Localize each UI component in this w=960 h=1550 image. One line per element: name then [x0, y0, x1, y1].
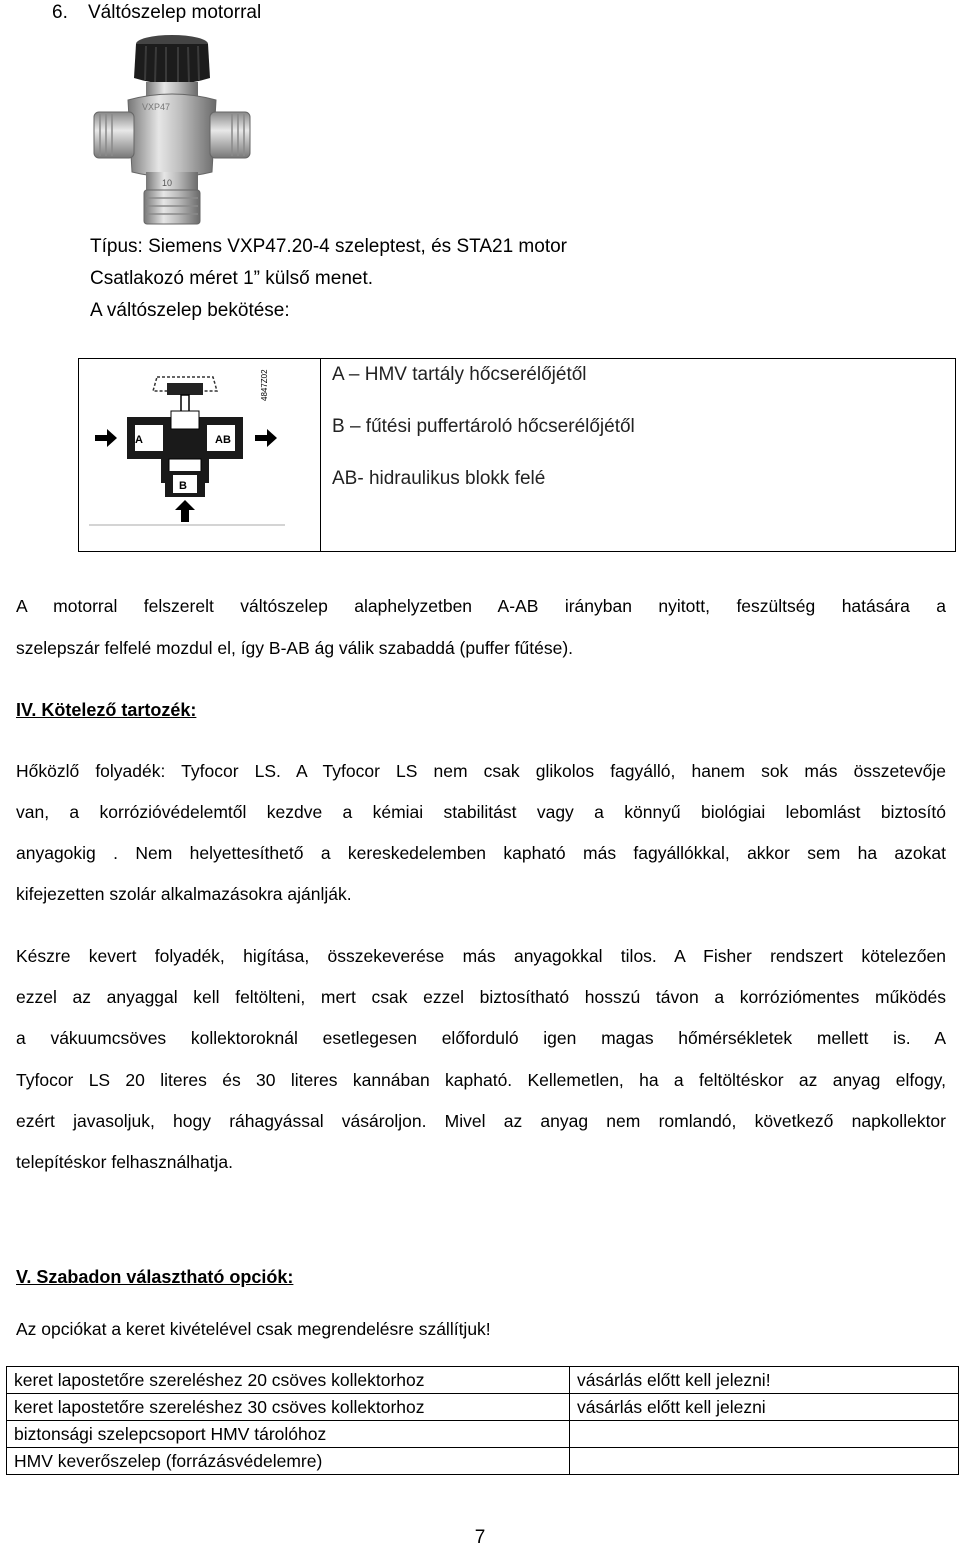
- section-4-p1-line: anyagokig . Nem helyettesíthető a kereskedelemben kapható más fagyállókkal, akkor sem ha azokat: [16, 843, 946, 863]
- arrow-in-b-icon: [175, 500, 195, 522]
- section-4-heading: IV. Kötelező tartozék:: [16, 700, 197, 720]
- option-note: vásárlás előtt kell jelezni: [570, 1394, 959, 1421]
- table-row: [7, 1421, 959, 1448]
- svg-text:VXP47: VXP47: [142, 102, 171, 112]
- option-item: keret lapostetőre szereléshez 20 csöves kollektorhoz: [7, 1367, 570, 1394]
- diagram-divider: [320, 359, 321, 551]
- section-6-title: Váltószelep motorral: [88, 2, 262, 23]
- valve-photo: [90, 32, 258, 228]
- option-item: keret lapostetőre szereléshez 30 csöves kollektorhoz: [7, 1394, 570, 1421]
- option-note: vásárlás előtt kell jelezni!: [570, 1367, 959, 1394]
- options-table: [6, 1366, 959, 1475]
- section-4-p2-line: Készre kevert folyadék, higítása, összekeverése más anyagokkal tilos. A Fisher rendszert kötelezően: [16, 946, 946, 966]
- section-6-number: 6.: [52, 2, 68, 23]
- table-row: [7, 1367, 959, 1394]
- port-ab-label: AB: [215, 434, 231, 446]
- section-4-p2-line: Tyfocor LS 20 literes és 30 literes kannában kapható. Kellemetlen, ha a feltöltéskor az anyag elfogy,: [16, 1070, 946, 1090]
- legend-a: A – HMV tartály hőcserélőjétől: [332, 364, 587, 385]
- section-5-heading: V. Szabadon választható opciók:: [16, 1267, 294, 1287]
- section-4-p1-line: kifejezetten szolár alkalmazásokra ajánlják.: [16, 884, 352, 904]
- section-5-intro: Az opciókat a keret kivételével csak megrendelésre szállítjuk!: [16, 1319, 491, 1339]
- port-a-label: A: [135, 434, 143, 446]
- table-row: [7, 1394, 959, 1421]
- section-4-p1-line: van, a korrózióvédelemtől kezdve a kémiai stabilitást vagy a könnyű biológiai lebomlást biztosító: [16, 802, 946, 822]
- section-4-p2-line: telepítéskor felhasználhatja.: [16, 1152, 233, 1172]
- valve-description-line-1: A motorral felszerelt váltószelep alaphelyzetben A-AB irányban nyitott, feszültség hatására a: [16, 596, 946, 616]
- legend-b: B – fűtési puffertároló hőcserélőjétől: [332, 416, 635, 437]
- valve-type-line: Típus: Siemens VXP47.20-4 szeleptest, és STA21 motor: [90, 236, 567, 257]
- arrow-in-a-icon: [95, 429, 117, 447]
- section-6-heading: [52, 2, 261, 24]
- svg-text:10: 10: [162, 178, 173, 188]
- option-item: HMV keverőszelep (forrázásvédelemre): [7, 1448, 570, 1475]
- table-row: [7, 1448, 959, 1475]
- valve-photo-graphic: [90, 32, 258, 228]
- section-4-p2-line: ezért javasoljuk, hogy ráhagyással vásároljon. Mivel az anyag nem romlandó, következő napkollektor: [16, 1111, 946, 1131]
- wiring-title: A váltószelep bekötése:: [90, 300, 290, 321]
- section-4-p1-line: Hőközlő folyadék: Tyfocor LS. A Tyfocor LS nem csak glikolos fagyálló, hanem sok más összetevője: [16, 761, 946, 781]
- page-number: 7: [474, 1527, 486, 1548]
- port-b-label: B: [179, 480, 187, 492]
- section-4-p2-line: a vákuumcsöves kollektoroknál esetlegesen előforduló igen magas hőmérsékletek mellett is. A: [16, 1028, 946, 1048]
- arrow-out-ab-icon: [255, 429, 277, 447]
- section-4-p2-line: ezzel az anyaggal kell feltölteni, mert csak ezzel biztosítható hosszú távon a korróziómentes működés: [16, 987, 946, 1007]
- option-note: [570, 1448, 959, 1475]
- wiring-diagram-box: [78, 358, 956, 552]
- legend-ab: AB- hidraulikus blokk felé: [332, 468, 546, 489]
- valve-size-line: Csatlakozó méret 1” külső menet.: [90, 268, 374, 289]
- valve-cross-section-diagram: [87, 367, 313, 547]
- option-item: biztonsági szelepcsoport HMV tárolóhoz: [7, 1421, 570, 1448]
- diagram-code: 4847Z02: [260, 369, 269, 401]
- valve-description-line-2: szelepszár felfelé mozdul el, így B-AB ág válik szabaddá (puffer fűtése).: [16, 638, 574, 658]
- option-note: [570, 1421, 959, 1448]
